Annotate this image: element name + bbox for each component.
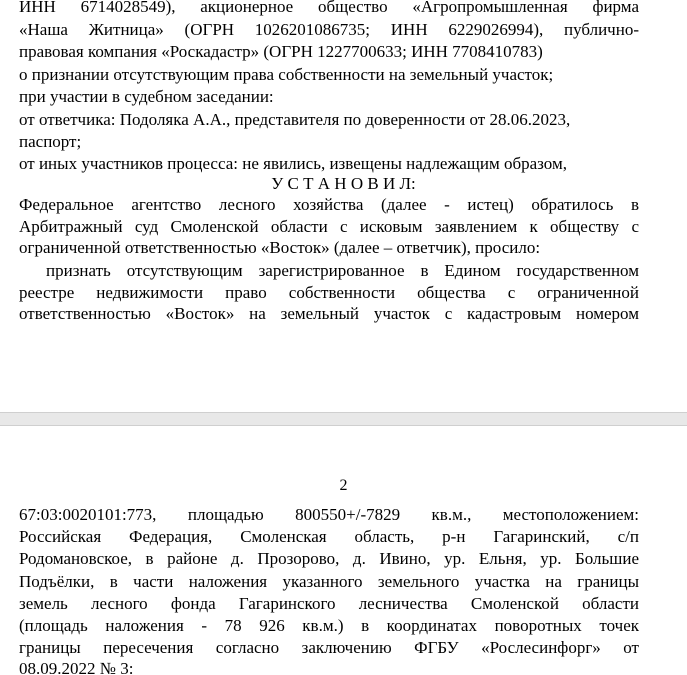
text-line: границы пересечения согласно заключению ФГБУ «Рослесинфорг» от [19,638,639,657]
text-line: Федеральное агентство лесного хозяйства (далее - истец) обратилось в [19,195,639,214]
section-heading-ustanovil: У С Т А Н О В И Л: [271,174,416,193]
page-number: 2 [339,477,348,494]
text-line: ограниченной ответственностью «Восток» (далее – ответчик), просило: [19,238,541,257]
text-line: о признании отсутствующим права собственности на земельный участок; [19,65,554,84]
text-line: Подъёлки, в части наложения указанного земельного участка на границы [19,572,639,591]
text-line: 08.09.2022 № 3: [19,659,134,675]
text-line: (площадь наложения - 78 926 кв.м.) в координатах поворотных точек [19,616,639,635]
text-line: от ответчика: Подоляка А.А., представителя по доверенности от 28.06.2023, [19,110,571,129]
text-line: паспорт; [19,132,82,151]
text-line: ответственностью «Восток» на земельный участок с кадастровым номером [19,304,639,323]
text-line: при участии в судебном заседании: [19,87,274,106]
text-line: земель лесного фонда Гагаринского лесничества Смоленской области [19,594,639,613]
text-line: реестре недвижимости право собственности общества с ограниченной [19,283,639,302]
text-line: признать отсутствующим зарегистрированное в Едином государственном [46,261,639,280]
text-line: 67:03:0020101:773, площадью 800550+/-7829 кв.м., местоположением: [19,505,639,524]
text-line: ИНН 6714028549), акционерное общество «Агропромышленная фирма [19,0,639,16]
page-separator [0,412,687,426]
document-page-2 [0,426,687,675]
text-line: Российская Федерация, Смоленская область, р-н Гагаринский, с/п [19,527,639,546]
text-line: Арбитражный суд Смоленской области с исковым заявлением к обществу с [19,217,639,236]
text-line: «Наша Житница» (ОГРН 1026201086735; ИНН 6229026994), публично- [19,20,639,39]
text-line: правовая компания «Роскадастр» (ОГРН 1227700633; ИНН 7708410783) [19,42,543,61]
text-line: Родомановское, в районе д. Прозорово, д. Ивино, ур. Ельня, ур. Большие [19,549,639,568]
text-line: от иных участников процесса: не явились, извещены надлежащим образом, [19,154,567,173]
